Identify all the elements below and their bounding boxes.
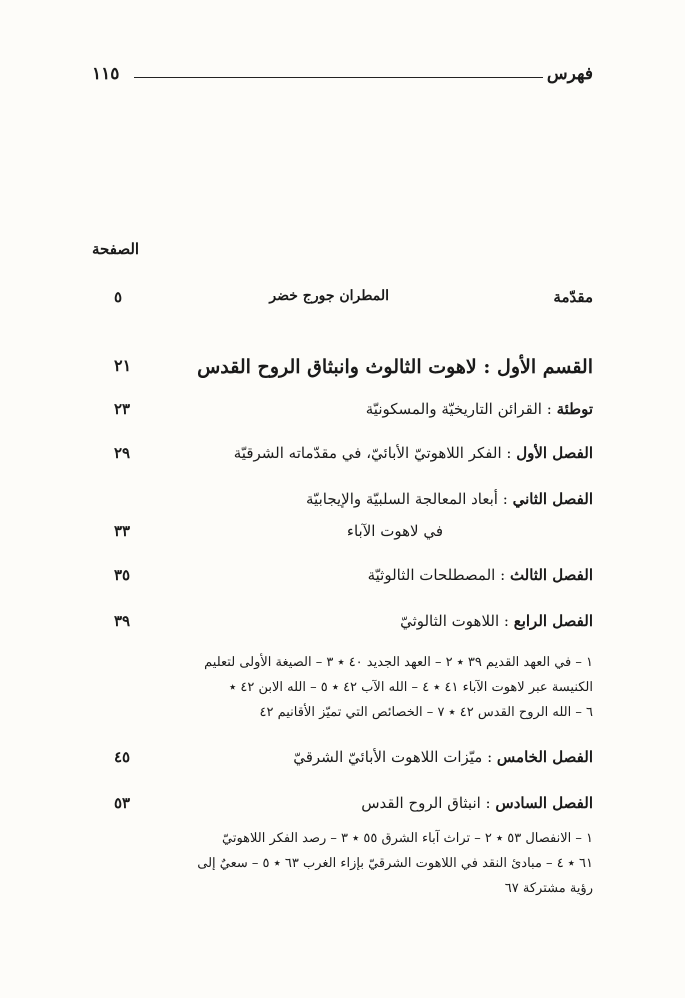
chapter-4-subsections xyxy=(140,650,593,725)
entry-title-continuation: في لاهوت الآباء xyxy=(346,522,443,540)
introduction-page: ٥ xyxy=(114,288,123,306)
entry-page: ٣٣ xyxy=(114,522,131,540)
page-number: ١١٥ xyxy=(92,64,120,84)
entry-title: : المصطلحات الثالوثيّة xyxy=(367,566,510,584)
entry-label: الفصل الثاني xyxy=(512,490,593,508)
entry-title: : انبثاق الروح القدس xyxy=(361,794,496,812)
entry-title: : الفكر اللاهوتيّ الأبائيّ، في مقدّماته الشرقيّة xyxy=(233,444,517,462)
entry-page: ٣٩ xyxy=(114,612,131,630)
entry-label: الفصل الخامس xyxy=(496,748,593,766)
toc-entry-chapter-1 xyxy=(92,444,593,470)
entry-title: : أبعاد المعالجة السلبيّة والإيجابيّة xyxy=(306,490,513,508)
page-column-label: الصفحة xyxy=(92,240,140,258)
subsection-line: ١ – في العهد القديم ٣٩ ٭ ٢ – العهد الجديد ٤٠ ٭ ٣ – الصيغة الأولى لتعليم xyxy=(204,655,593,670)
entry-title: : ميّزات اللاهوت الأبائيّ الشرقيّ xyxy=(293,748,497,766)
entry-page: ٢٣ xyxy=(114,400,131,418)
subsection-line: ١ – الانفصال ٥٣ ٭ ٢ – تراث آباء الشرق ٥٥ ٭ ٣ – رصد الفكر اللاهوتيّ xyxy=(222,831,593,846)
toc-entry-chapter-5 xyxy=(92,748,593,774)
toc-entry-chapter-2 xyxy=(92,490,593,516)
toc-entry-chapter-6 xyxy=(92,794,593,820)
entry-page: ٥٣ xyxy=(114,794,131,812)
entry-label: الفصل الثالث xyxy=(509,566,593,584)
toc-entry-chapter-4 xyxy=(92,612,593,638)
toc-entry-preface xyxy=(92,400,593,426)
entry-label: الفصل الرابع xyxy=(513,612,593,630)
toc-entry-chapter-2-continued xyxy=(92,522,593,548)
subsection-line: ٦١ ٭ ٤ – مبادئ النقد في اللاهوت الشرقيّ بإزاء الغرب ٦٣ ٭ ٥ – سعيٌ إلى xyxy=(197,856,593,871)
subsection-line: الكنيسة عبر لاهوت الآباء ٤١ ٭ ٤ – الله الآب ٤٢ ٭ ٥ – الله الابن ٤٢ ٭ xyxy=(229,680,593,695)
entry-label: توطئة xyxy=(556,400,593,418)
entry-title: : القرائن التاريخيّة والمسكونيّة xyxy=(365,400,557,418)
entry-label: الفصل السادس xyxy=(495,794,593,812)
toc-entry-chapter-3 xyxy=(92,566,593,592)
running-header xyxy=(92,64,593,88)
introduction-author: المطران جورج خضر xyxy=(269,288,389,304)
subsection-line: ٦ – الله الروح القدس ٤٢ ٭ ٧ – الخصائص التي تميّز الأقانيم ٤٢ xyxy=(259,705,593,720)
entry-page: ٣٥ xyxy=(114,566,131,584)
header-rule xyxy=(134,77,543,78)
toc-entry-introduction xyxy=(92,288,593,314)
introduction-label: مقدّمة xyxy=(553,288,593,306)
chapter-6-subsections xyxy=(140,826,593,901)
part-one-title: القسم الأول : لاهوت الثالوث وانبثاق الروح القدس xyxy=(197,356,593,378)
toc-entry-part-one xyxy=(92,356,593,382)
part-one-page: ٢١ xyxy=(114,356,132,375)
subsection-line: رؤية مشتركة ٦٧ xyxy=(504,881,593,896)
entry-title: : اللاهوت الثالوثيّ xyxy=(400,612,514,630)
entry-label: الفصل الأول xyxy=(516,444,593,462)
entry-page: ٤٥ xyxy=(114,748,131,766)
entry-page: ٢٩ xyxy=(114,444,131,462)
running-header-title: فهرس xyxy=(546,64,593,84)
